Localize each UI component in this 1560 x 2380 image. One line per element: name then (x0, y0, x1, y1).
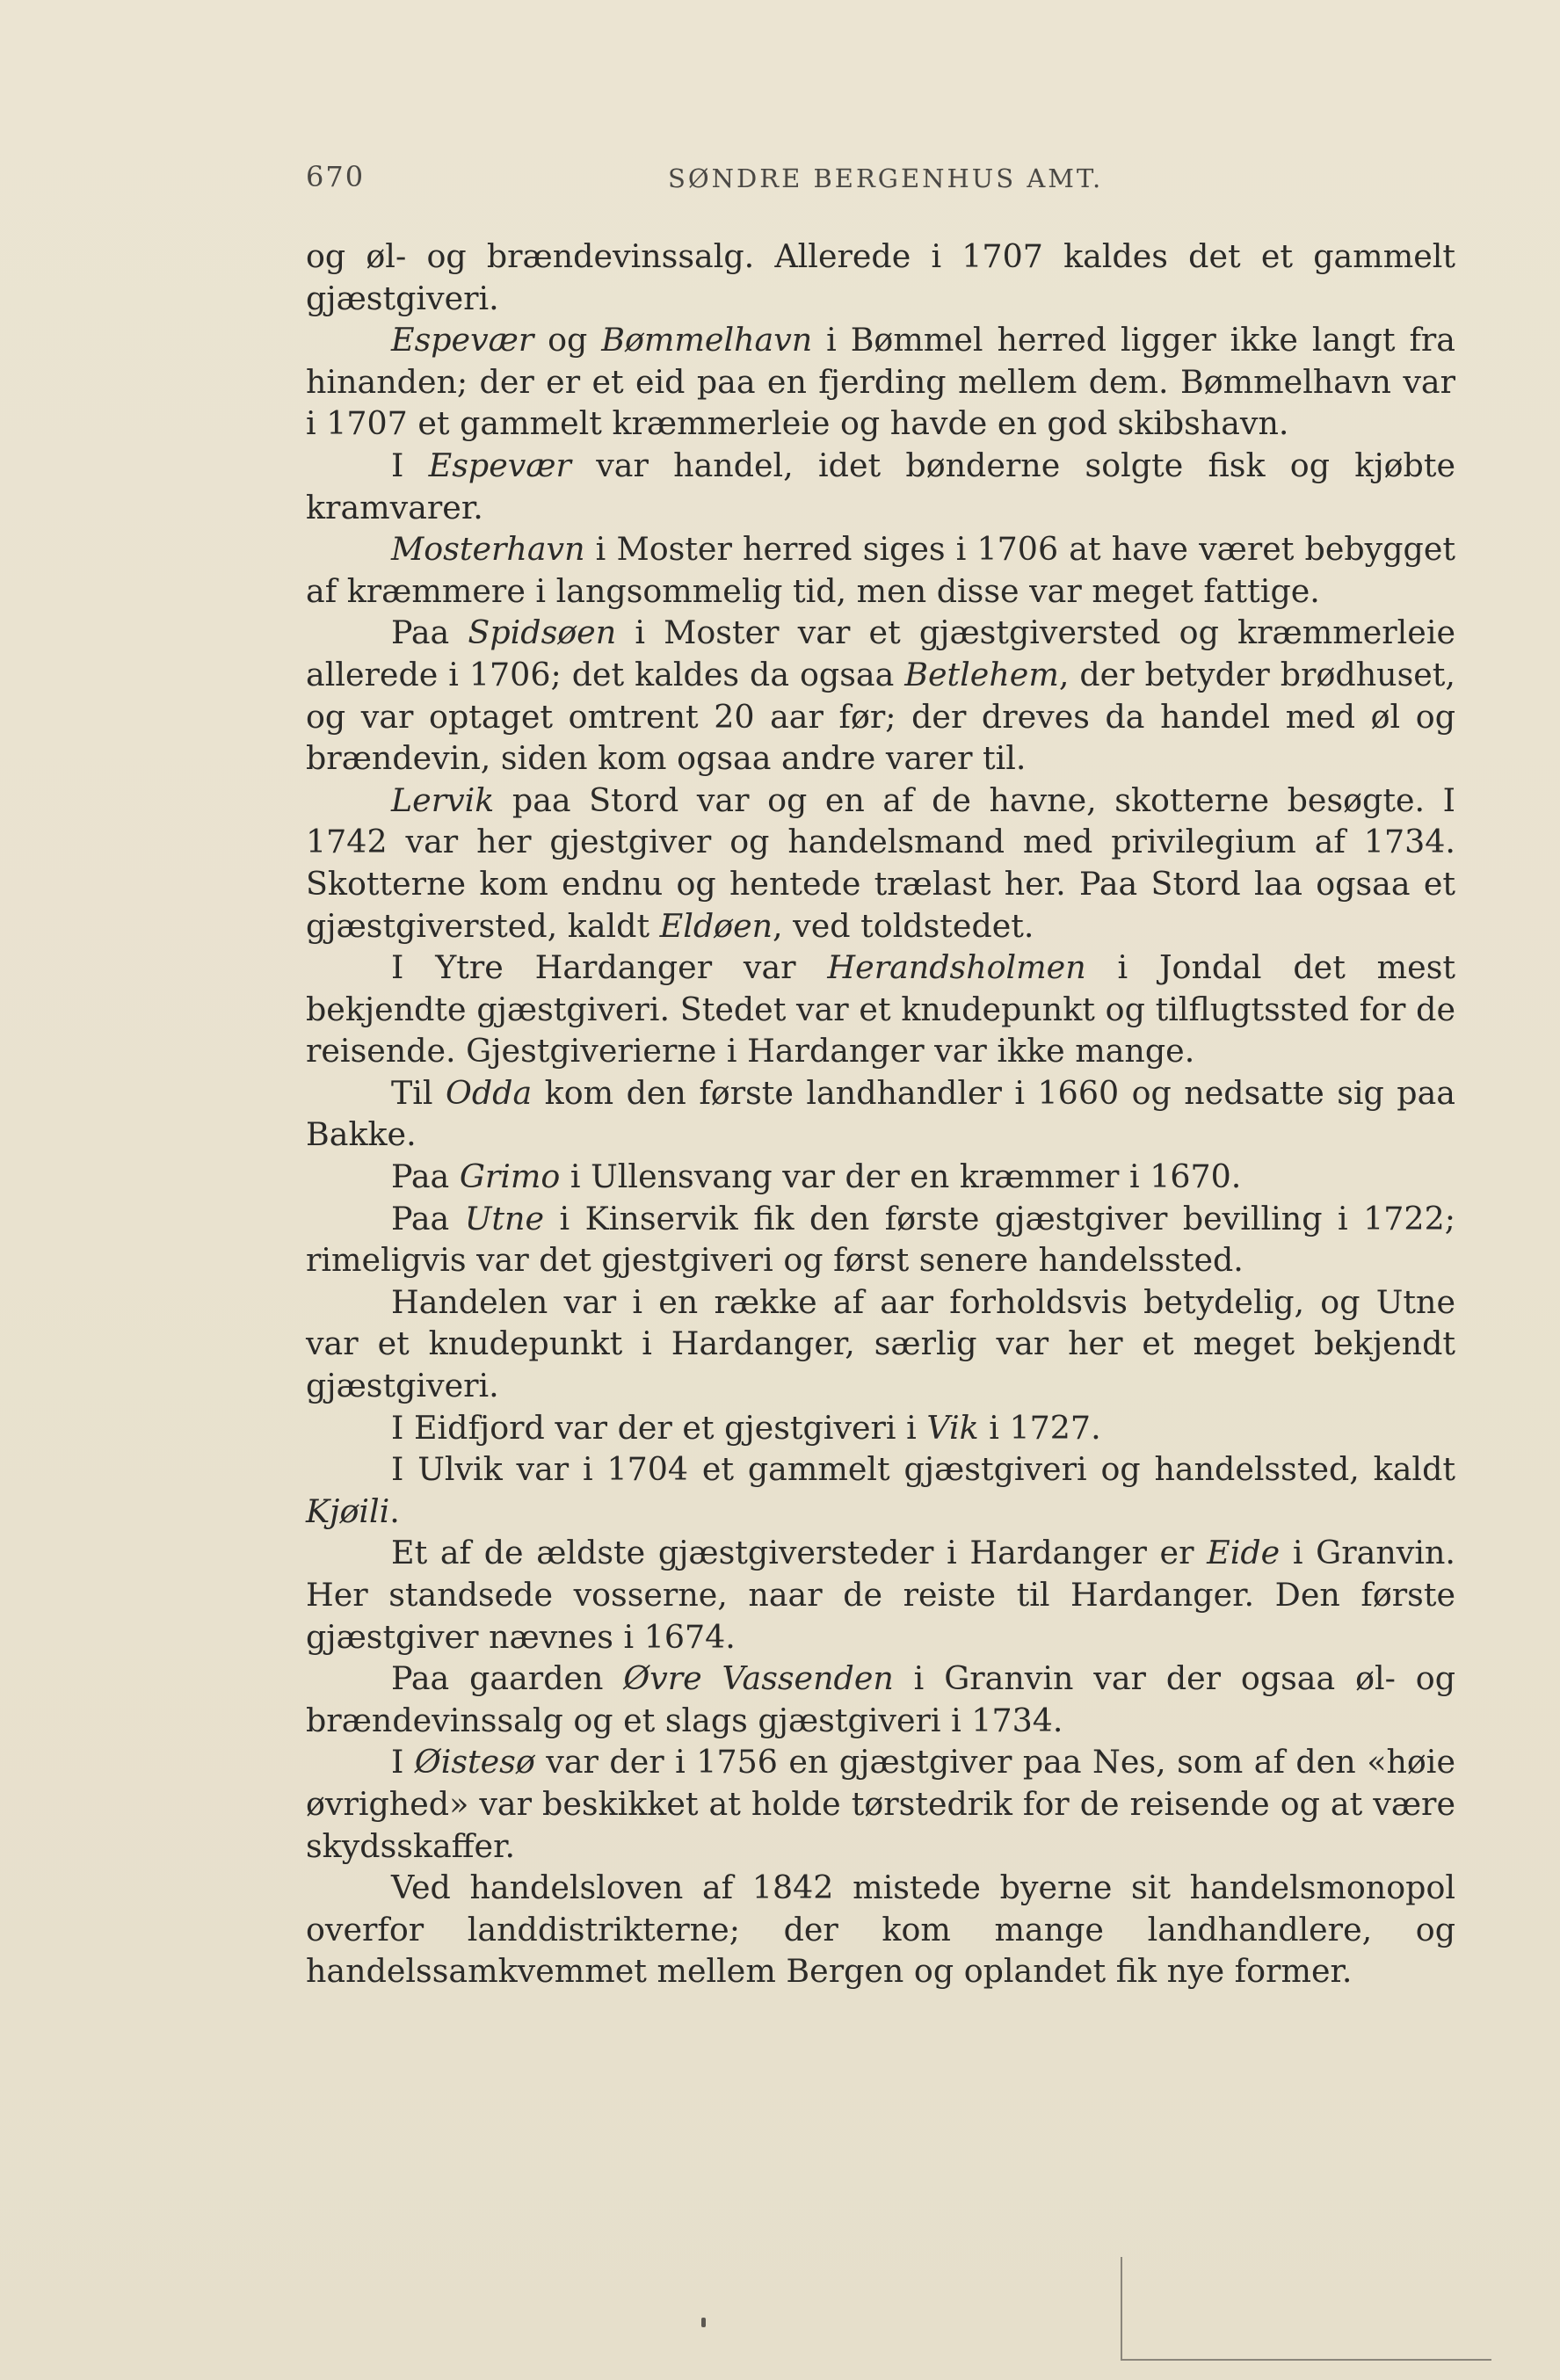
italic-place-name: Mosterhavn (391, 530, 585, 569)
italic-place-name: Kjøili (306, 1491, 390, 1530)
paragraph (306, 612, 1455, 779)
text-run: , der betyder brødhuset, og var optaget omtrent 20 aar før; der dreves da handel med øl og brændevin, siden kom ogsaa andre varer til. (306, 655, 1455, 778)
italic-place-name: Espevær (428, 446, 571, 484)
paragraph (306, 236, 1455, 319)
text-run: Paa (391, 1199, 465, 1237)
page-number: 670 (306, 160, 366, 193)
text-run: Et af de ældste gjæstgiversteder i Hardanger er (391, 1534, 1208, 1572)
running-head: SØNDRE BERGENHUS AMT. (668, 163, 1104, 193)
text-run: i 1727. (978, 1408, 1101, 1447)
text-run: i Granvin. Her standsede vosserne, naar de reiste til Hardanger. Den første gjæstgiver nævnes i 1674. (306, 1534, 1455, 1656)
italic-place-name: Øvre Vassenden (623, 1659, 894, 1698)
text-run: i Bømmel herred ligger ikke langt fra hinanden; der er et eid paa en fjerding mellem dem. Bømmelhavn var i 1707 et gammelt kræmmerleie og havde en god skibshavn. (306, 321, 1456, 443)
text-run: Paa (391, 1157, 460, 1196)
paragraph (306, 319, 1455, 445)
italic-place-name: Lervik (391, 780, 495, 819)
text-run: Handelen var i en række af aar forholdsvis betydelig, og Utne var et knudepunkt i Hardanger, særlig var her et meget bekjendt gjæstgiveri. (306, 1282, 1455, 1405)
text-run: i Ullensvang var der en kræmmer i 1670. (560, 1157, 1242, 1196)
italic-place-name: Herandsholmen (827, 948, 1086, 987)
text-run: I (391, 446, 429, 484)
paragraph (306, 1156, 1455, 1198)
paragraph (306, 1741, 1455, 1867)
paragraph (306, 780, 1455, 947)
italic-place-name: Øistesø (414, 1743, 535, 1781)
text-run: i Jondal det mest bekjendte gjæstgiveri. Stedet var et knudepunkt og tilflugtssted for de reisende. Gjestgiverierne i Hardanger var ikke mange. (306, 948, 1455, 1070)
italic-place-name: Espevær (391, 321, 534, 359)
italic-place-name: Eide (1207, 1534, 1281, 1572)
paragraph (306, 1448, 1455, 1532)
text-run: og øl- og brændevinssalg. Allerede i 1707 kaldes det et gammelt gjæstgiveri. (306, 237, 1455, 317)
italic-place-name: Eldøen (659, 906, 773, 945)
text-run: i Kinservik fik den første gjæstgiver bevilling i 1722; rimeligvis var det gjestgiveri og først senere handelssted. (306, 1199, 1455, 1280)
text-run: , ved toldstedet. (773, 906, 1034, 945)
paragraph (306, 1198, 1455, 1281)
paragraph (306, 1072, 1455, 1156)
text-run: . (389, 1491, 400, 1530)
text-run: var der i 1756 en gjæstgiver paa Nes, som af den «høie øvrighed» var beskikket at holde tørstedrik for de reisende og at være skydsskaffer. (306, 1743, 1455, 1865)
text-run: I Ulvik var i 1704 et gammelt gjæstgiveri og handelssted, kaldt (391, 1450, 1455, 1489)
text-run: Til (391, 1073, 446, 1112)
paragraph (306, 528, 1455, 612)
paragraph (306, 1532, 1455, 1658)
body-text (306, 236, 1455, 1992)
paragraph (306, 1867, 1455, 1992)
paragraph (306, 445, 1455, 528)
paragraph (306, 1281, 1455, 1407)
text-run: I Ytre Hardanger var (391, 948, 828, 987)
italic-place-name: Utne (464, 1199, 545, 1237)
text-run: I Eidfjord var der et gjestgiveri i (391, 1408, 927, 1447)
paragraph (306, 1658, 1455, 1741)
text-run: Ved handelsloven af 1842 mistede byerne sit handelsmonopol overfor landdistrikterne; der kom mange landhandlere, og handelssamkvemmet mellem Bergen og oplandet fik nye former. (306, 1868, 1455, 1991)
text-run: paa Stord var og en af de havne, skotterne besøgte. I 1742 var her gjestgiver og handelsmand med privilegium af 1734. Skotterne kom endnu og hentede trælast her. Paa Stord laa ogsaa et gjæstgiversted, kaldt (306, 780, 1455, 945)
text-run: var handel, idet bønderne solgte fisk og kjøbte kramvarer. (306, 446, 1455, 526)
text-run: i Granvin var der ogsaa øl- og brændevinssalg og et slags gjæstgiveri i 1734. (306, 1659, 1456, 1739)
paragraph (306, 1407, 1455, 1449)
text-run: i Moster herred siges i 1706 at have været bebygget af kræmmere i langsommelig tid, men disse var meget fattige. (306, 530, 1455, 610)
italic-place-name: Betlehem (904, 655, 1059, 693)
italic-place-name: Grimo (459, 1157, 561, 1196)
italic-place-name: Odda (446, 1073, 533, 1112)
italic-place-name: Spidsøen (468, 613, 617, 652)
scan-speck (701, 2318, 706, 2327)
text-run: Paa (391, 613, 468, 652)
text-run: kom den første landhandler i 1660 og nedsatte sig paa Bakke. (306, 1073, 1455, 1154)
italic-place-name: Bømmelhavn (601, 321, 813, 359)
text-run: I (391, 1743, 415, 1781)
text-run: i Moster var et gjæstgiversted og kræmmerleie allerede i 1706; det kaldes da ogsaa (306, 613, 1456, 693)
paragraph (306, 947, 1455, 1072)
scan-corner-mark (1121, 2257, 1491, 2361)
text-run: og (533, 321, 602, 359)
italic-place-name: Vik (926, 1408, 979, 1447)
text-run: Paa gaarden (391, 1659, 624, 1698)
